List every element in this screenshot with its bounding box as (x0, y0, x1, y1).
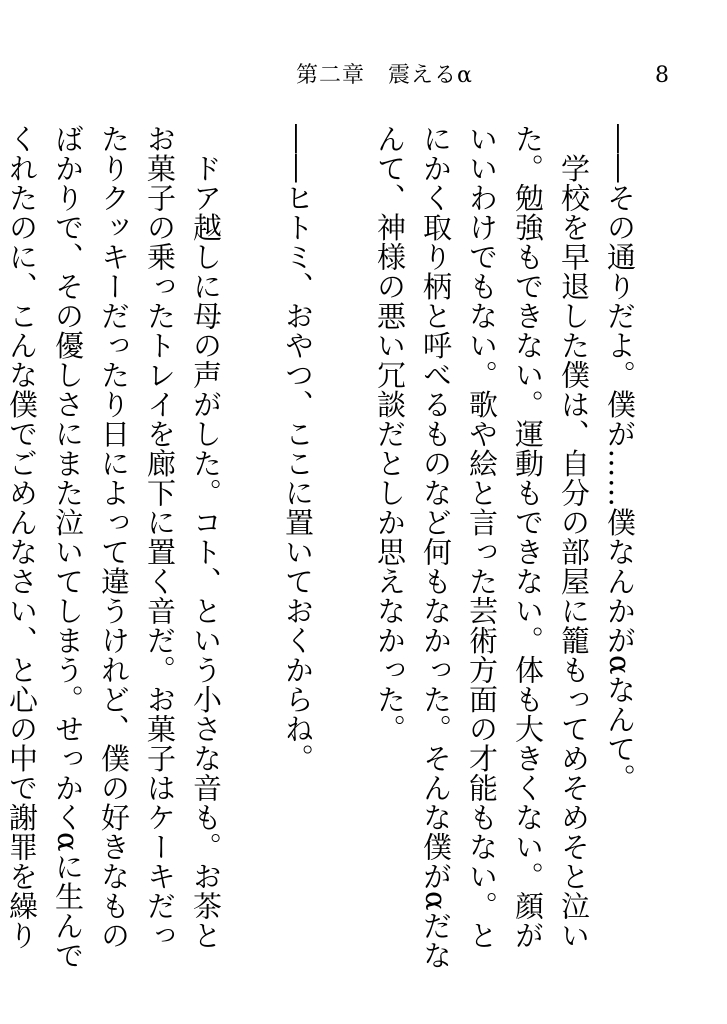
paragraph-break (321, 124, 367, 979)
running-head: 第二章 震えるα (296, 63, 473, 88)
paragraph-dialogue-1: ――その通りだよ。僕が……僕なんかがαなんて。 (603, 124, 637, 794)
page-number: 8 (655, 63, 669, 88)
paragraph-break (229, 124, 275, 979)
paragraph-dialogue-2: ――ヒトミ、おやつ、ここに置いておくからね。 (281, 124, 315, 773)
body-text (5, 124, 643, 979)
paragraph-narration-1: 学校を早退した僕は、自分の部屋に籠もってめそめそと泣いた。勉強もできない。運動もできない。体も大きくない。顔がいいわけでもない。歌や絵と言った芸術方面の才能もない。とにかく取り柄と呼べるものなど何もなかった。そんな僕がαだなんて、神様の悪い冗談だとしか思えなかった。 (373, 124, 591, 971)
page-header (0, 62, 727, 94)
paragraph-narration-2: ドア越しに母の声がした。コト、という小さな音も。お茶とお菓子の乗ったトレイを廊下に置く音だ。お菓子はケーキだったりクッキーだったり日によって違うけれど、僕の好きなものばかりで、その優しさにまた泣いてしまう。せっかくαに生んでくれたのに、こんな僕でごめんなさい、と心の中で謝罪を繰り (5, 124, 223, 971)
